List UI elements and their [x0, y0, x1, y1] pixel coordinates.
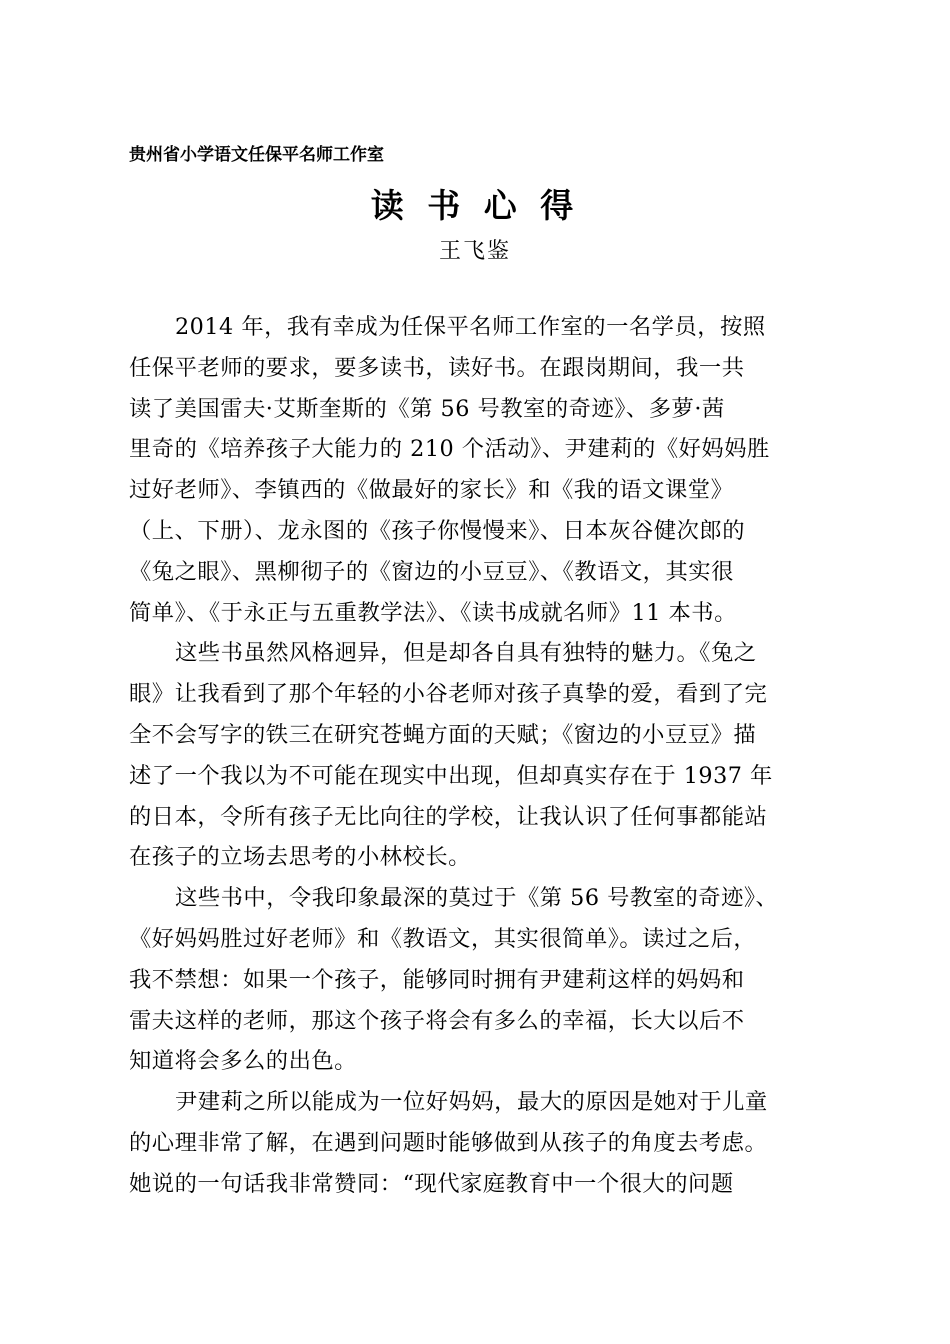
body-line: 的心理非常了解，在遇到问题时能够做到从孩子的角度去考虑。: [129, 1129, 768, 1156]
body-line: 全不会写字的铁三在研究苍蝇方面的天赋；《窗边的小豆豆》描: [129, 721, 757, 748]
body-line: 尹建莉之所以能成为一位好妈妈，最大的原因是她对于儿童: [175, 1089, 768, 1116]
body-line: 读了美国雷夫·艾斯奎斯的《第 56 号教室的奇迹》、多萝·茜: [129, 395, 725, 422]
page-title: 读 书 心 得: [370, 186, 580, 225]
body-line: 里奇的《培养孩子大能力的 210 个活动》、尹建莉的《好妈妈胜: [129, 436, 770, 463]
body-line: 这些书中，令我印象最深的莫过于《第 56 号教室的奇迹》、: [175, 885, 779, 912]
body-line: 知道将会多么的出色。: [129, 1048, 357, 1075]
body-line: 眼》让我看到了那个年轻的小谷老师对孩子真挚的爱，看到了完: [129, 681, 768, 708]
body-line: 这些书虽然风格迥异，但是却各自具有独特的魅力。《兔之: [175, 640, 757, 667]
body-line: 在孩子的立场去思考的小林校长。: [129, 844, 471, 871]
body-line: 过好老师》、李镇西的《做最好的家长》和《我的语文课堂》: [129, 477, 734, 504]
body-line: 《兔之眼》、黑柳彻子的《窗边的小豆豆》、《教语文，其实很: [129, 558, 734, 585]
body-line: 任保平老师的要求，要多读书，读好书。在跟岗期间，我一共: [129, 354, 745, 381]
body-line: 我不禁想：如果一个孩子，能够同时拥有尹建莉这样的妈妈和: [129, 966, 745, 993]
body-line: 她说的一句话我非常赞同：“现代家庭教育中一个很大的问题: [129, 1170, 734, 1197]
body-line: 《好妈妈胜过好老师》和《教语文，其实很简单》。读过之后，: [129, 925, 757, 952]
body-line: 雷夫这样的老师，那这个孩子将会有多么的幸福，长大以后不: [129, 1007, 745, 1034]
author-name: 王飞鉴: [438, 239, 511, 264]
studio-header: 贵州省小学语文任保平名师工作室: [129, 145, 384, 165]
body-text: [129, 307, 829, 1205]
body-line: 的日本，令所有孩子无比向往的学校，让我认识了任何事都能站: [129, 803, 768, 830]
body-line: 简单》、《于永正与五重教学法》、《读书成就名师》11 本书。: [129, 599, 737, 626]
body-line: 述了一个我以为不可能在现实中出现，但却真实存在于 1937 年: [129, 762, 773, 789]
body-line: 2014 年，我有幸成为任保平名师工作室的一名学员，按照: [175, 314, 766, 340]
body-line: （上、下册）、龙永图的《孩子你慢慢来》、日本灰谷健次郎的: [129, 517, 746, 544]
